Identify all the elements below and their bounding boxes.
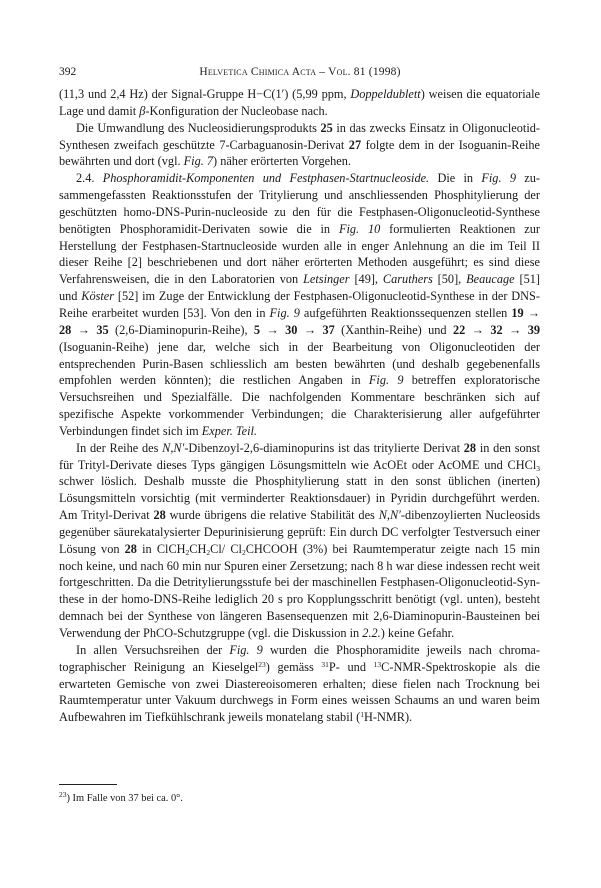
- footnote-text: ) Im Falle von 37 bei ca. 0°.: [66, 793, 183, 804]
- page-header: [59, 66, 541, 82]
- footnote: [59, 792, 540, 805]
- running-title: Helvetica Chimica Acta – Vol. 81 (1998): [199, 66, 401, 78]
- paragraph-2: Die Umwandlung des Nucleosidierungsprodukts 25 in das zwecks Einsatz in Oligonucleotid-Synthesen zweifach geschützte 7-Carbaguanosin-Derivat 27 folgte dem in der Isoguanin-Reihe bewährten und dort (vgl. Fig. 7) näher erörterten Vorgehen.: [59, 120, 540, 169]
- paragraph-5: In allen Versuchsreihen der Fig. 9 wurden die Phosphoramidite jeweils nach chromatographischer Reinigung an Kieselgel$^{23}$) gemäss $^{31}$P- und $^{13}$C-NMR-Spektroskopie als die erwarteten Gemische von zwei Diastereoisomeren erhalten; diese fielen nach Trocknung bei Raumtemperatur unter Vakuum durchwegs in Form eines weissen Schaums an und waren beim Aufbewahren im Tiefkühlschrank jeweils monatelang stabil ($^1$H-NMR).: [59, 642, 540, 725]
- body-text: [59, 86, 540, 726]
- footnote-marker: 23: [59, 790, 67, 799]
- paragraph-4: In der Reihe des N,N′-Dibenzoyl-2,6-diaminopurins ist das tritylierte Derivat 28 in den sonst für Trityl-Derivate dieses Typs gängigen Lösungsmitteln wie AcOEt oder AcOME und CHCl$_3$ schwer löslich. Deshalb musste die Phosphitylierung statt in den sonst üblichen (inerten) Lösungsmitteln vorsichtig (mit verminderter Reaktionsdauer) in Pyridin durchgeführt werden. Am Trityl-Derivat 28 wurde übrigens die relative Stabilität des N,N′-dibenzoylierten Nucleosids gegenüber säurekatalysierter Depurinisierung geprüft: Ein durch DC verfolgter Testversuch einer Lösung von 28 in $ClCH_2CH_2Cl/$ $Cl_2CHCOOH$ (3%) bei Raumtemperatur zeigte nach 15 min noch keine, und nach 60 min nur Spuren einer Zersetzung; nach 8 h war diese indessen recht weit fortgeschritten. Da die Detritylierungsstufe bei der maschinellen Festphasen-Oligonucleotid-Synthese in der homo-DNS-Reihe lediglich 20 s pro Kopplungsschritt benötigt (vgl. unten), besteht demnach bei der Synthese von längeren Basensequenzen mit 2,6-Diaminopurin-Bausteinen bei Verwendung der PhCO-Schutzgruppe (vgl. die Diskussion in 2.2.) keine Gefahr.: [59, 440, 540, 640]
- footnote-rule: [59, 784, 117, 785]
- paragraph-3: 2.4. Phosphoramidit-Komponenten und Festphasen-Startnucleoside. Die in Fig. 9 zusammengefassten Reaktionsstufen der Tritylierung und anschliessenden Phosphitylierung der geschützten homo-DNS-Purin-nucleoside zu den für die Festphasen-Oligonucleotid-Synthese benötigten Phosphoramidit-Derivaten sowie die in Fig. 10 formulierten Reaktionen zur Herstellung der Festphasen-Startnucleoside wurden alle in enger Anlehnung an die im Teil II dieser Reihe [2] beschriebenen und dort näher erörterten Methoden ausgeführt; es sind diese Verfahrensweisen, die in den Laboratorien von Letsinger [49], Caruthers [50], Beaucage [51] und Köster [52] im Zuge der Entwicklung der Festphasen-Oligonucleotid-Synthese in der DNS-Reihe erarbeitet wurden [53]. Von den in Fig. 9 aufgeführten Reaktionssequenzen stellen 19 → 28 → 35 (2,6-Diaminopurin-Reihe), 5 → 30 → 37 (Xanthin-Reihe) und 22 → 32 → 39 (Isoguanin-Reihe) jene dar, welche sich in der Bearbeitung von Oligonucleotiden der entsprechenden Purin-Basen schliesslich am besten bewährten (und deshalb gegebenenfalls empfohlen werden könnten); die restlichen Angaben in Fig. 9 betreffen exploratorische Versuchsreihen und Spezialfälle. Die nachfolgenden Kommentare beschränken sich auf spezifische Aspekte vorkommender Verbindungen; die Charakterisierung aller aufgeführter Verbindungen findet sich im Exper. Teil.: [59, 171, 541, 438]
- page-number: 392: [59, 66, 77, 78]
- paragraph-1: (11,3 und 2,4 Hz) der Signal-Gruppe H−C(1′) (5,99 ppm, Doppeldublett) weisen die equatoriale Lage und damit β-Konfiguration der Nucleobase nach.: [59, 87, 540, 118]
